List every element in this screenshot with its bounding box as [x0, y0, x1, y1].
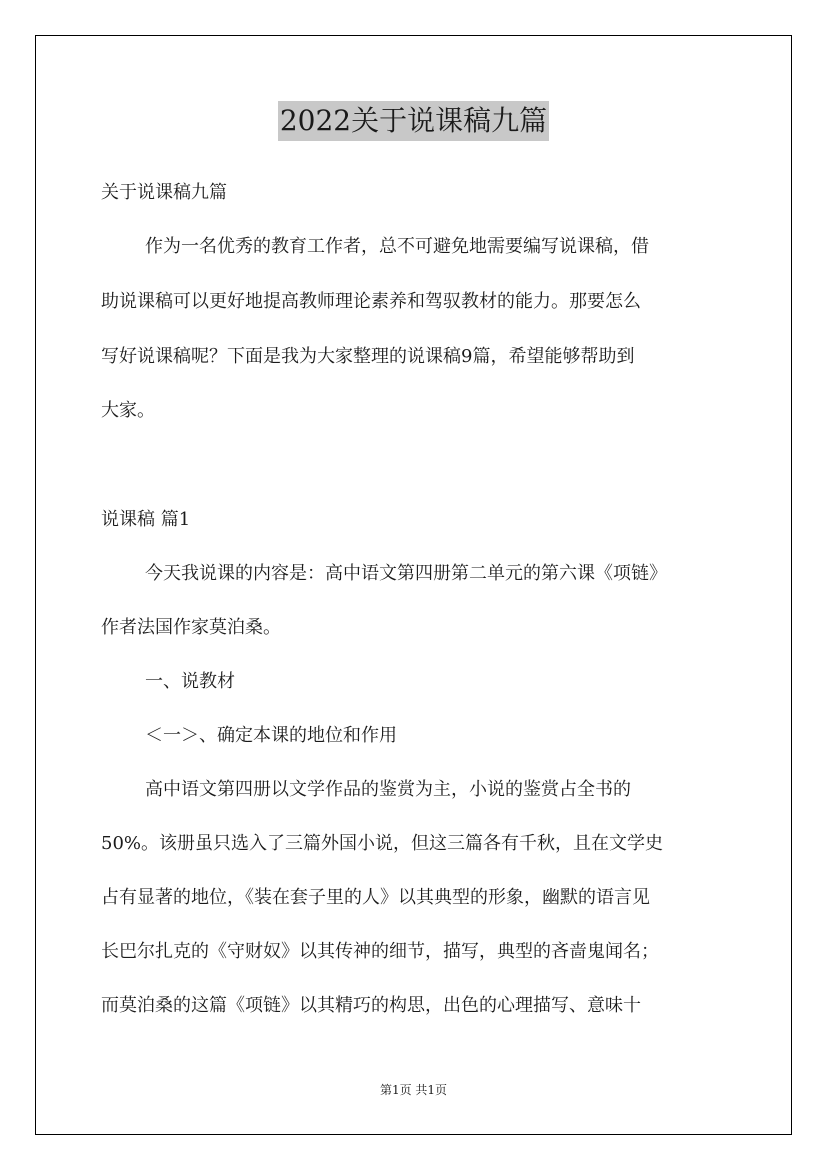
intro-line-1: 作为一名优秀的教育工作者，总不可避免地需要编写说课稿，借 [145, 236, 649, 257]
paragraph-2-line-5: 而莫泊桑的这篇《项链》以其精巧的构思，出色的心理描写、意味十 [101, 995, 641, 1016]
paragraph-2-line-1: 高中语文第四册以文学作品的鉴赏为主，小说的鉴赏占全书的 [145, 779, 631, 800]
paragraph-1-line-1: 今天我说课的内容是：高中语文第四册第二单元的第六课《项链》 [145, 563, 667, 584]
intro-line-4: 大家。 [101, 400, 155, 421]
paragraph-1-line-2: 作者法国作家莫泊桑。 [101, 617, 281, 638]
intro-line-3: 写好说课稿呢？下面是我为大家整理的说课稿9篇，希望能够帮助到 [101, 346, 635, 367]
section-heading: 说课稿 篇1 [101, 509, 191, 530]
subtitle: 关于说课稿九篇 [101, 182, 227, 203]
intro-line-2: 助说课稿可以更好地提高教师理论素养和驾驭教材的能力。那要怎么 [101, 291, 641, 312]
paragraph-2-line-4: 长巴尔扎克的《守财奴》以其传神的细节，描写，典型的吝啬鬼闻名； [101, 941, 659, 962]
list-item-position-role: ＜一＞、确定本课的地位和作用 [145, 725, 397, 746]
page-footer: 第1页 共1页 [379, 1083, 448, 1097]
document-title: 2022关于说课稿九篇 [278, 101, 549, 141]
title-container [0, 101, 827, 141]
paragraph-2-line-3: 占有显著的地位，《装在套子里的人》以其典型的形象，幽默的语言见 [101, 887, 650, 908]
list-item-teaching-material: 一、说教材 [145, 671, 235, 692]
paragraph-2-line-2: 50%。该册虽只选入了三篇外国小说，但这三篇各有千秋，且在文学史 [101, 833, 664, 854]
